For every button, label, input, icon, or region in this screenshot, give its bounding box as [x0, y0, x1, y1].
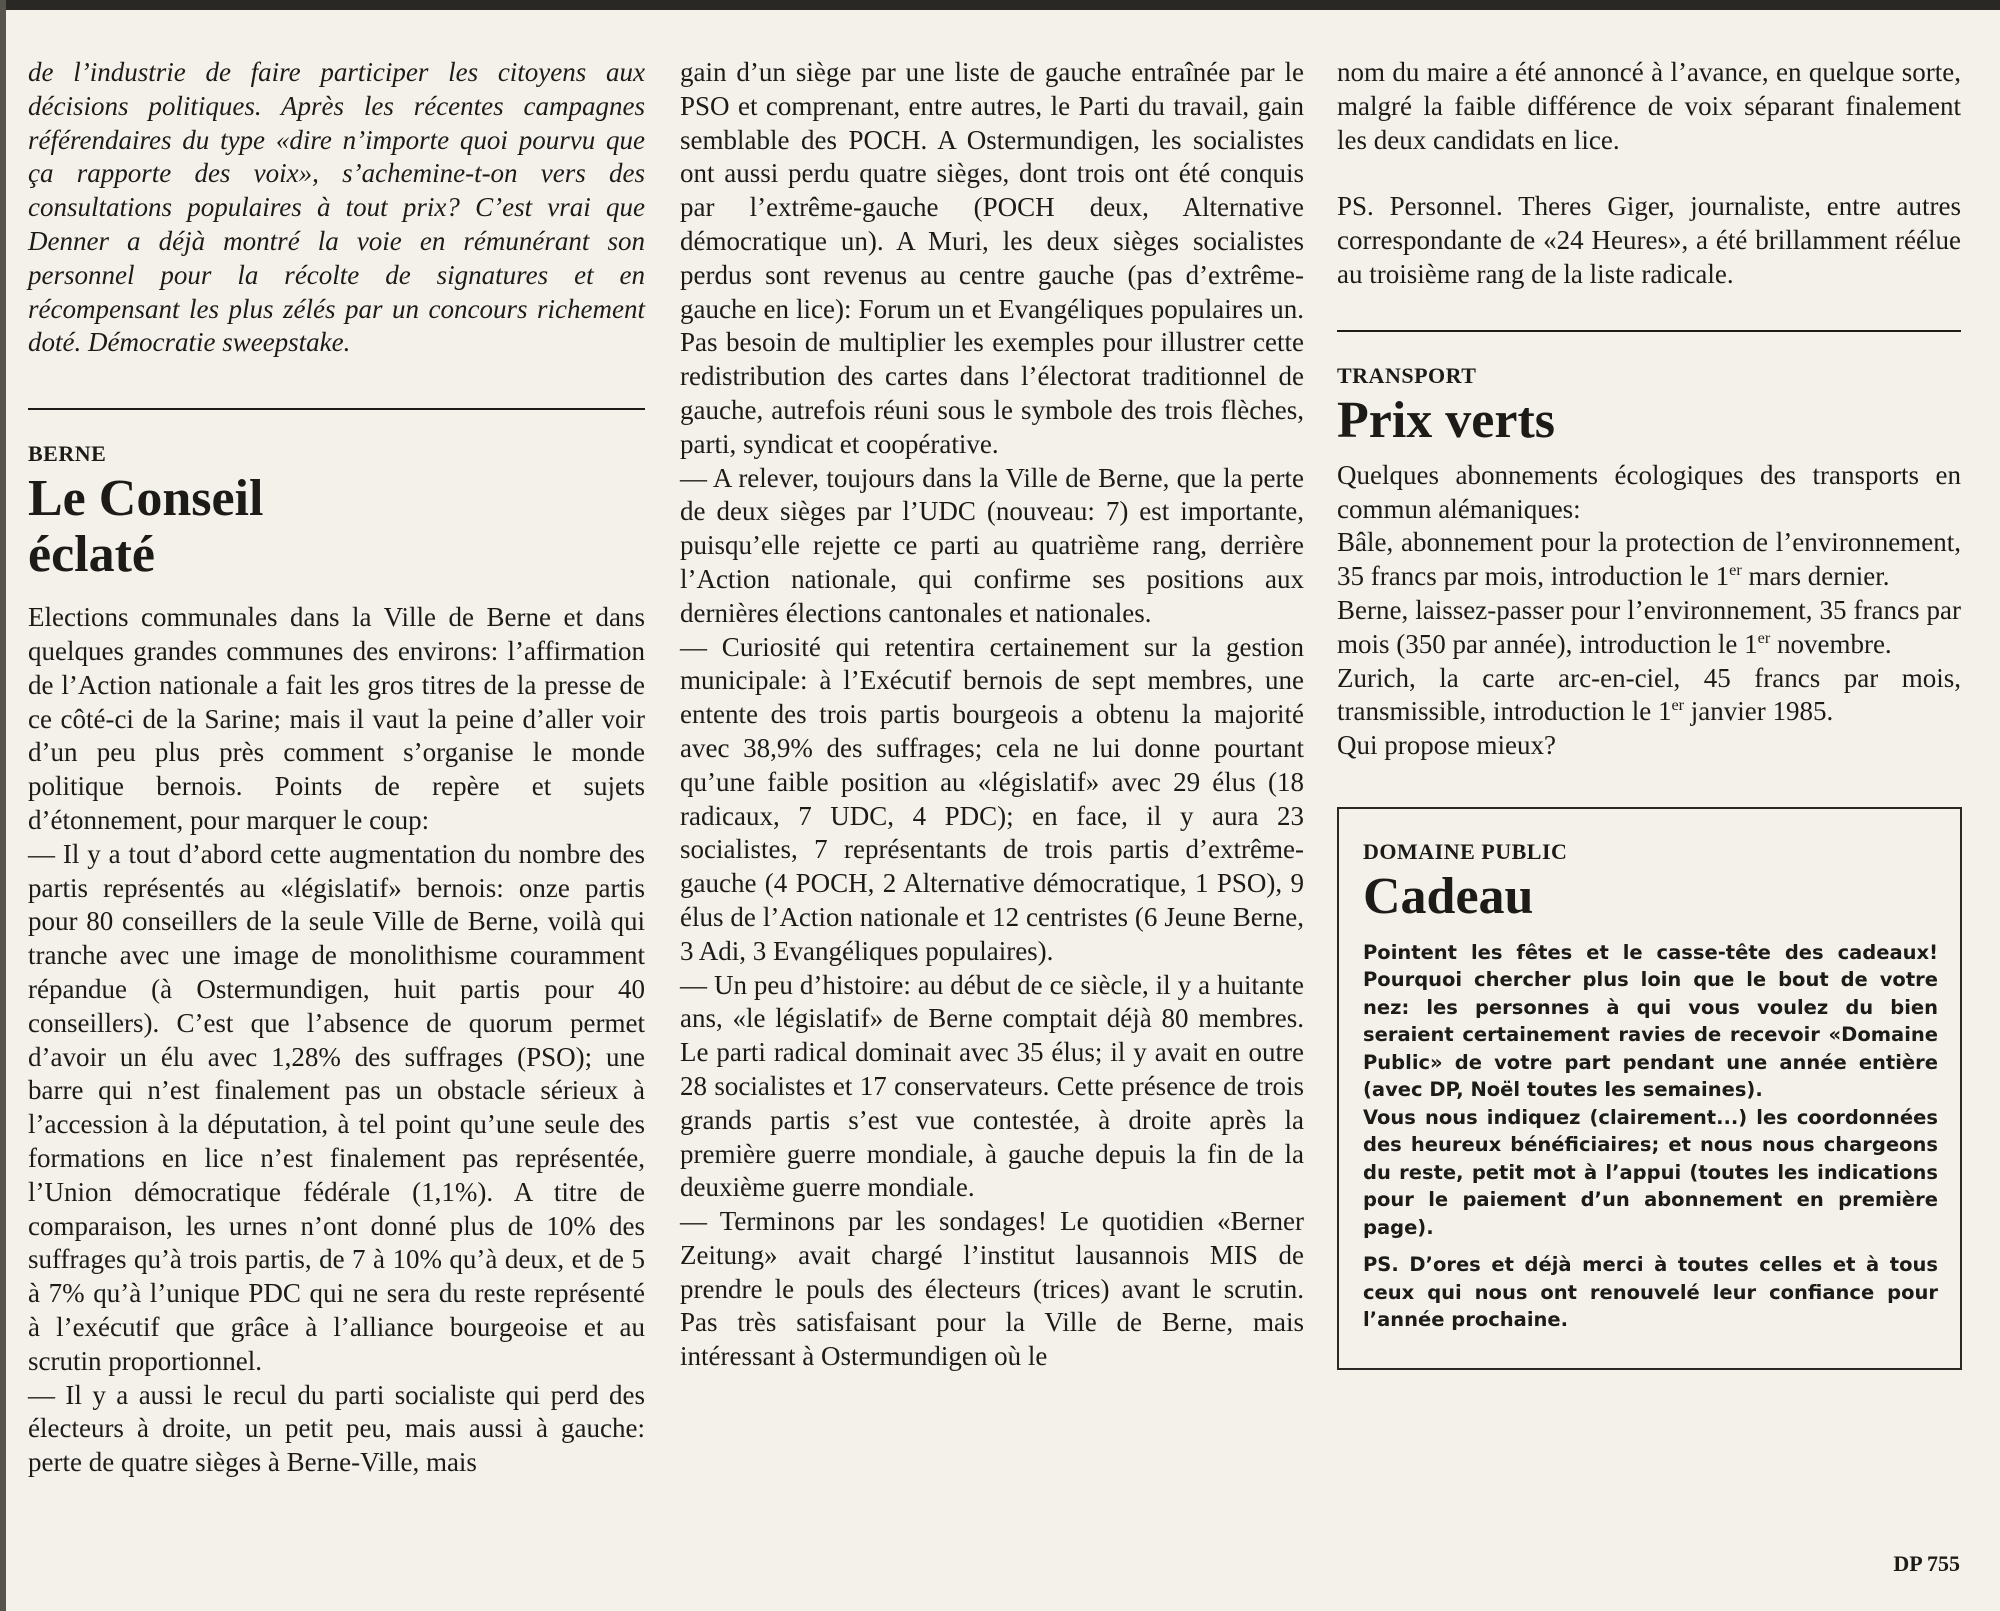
ps-personnel: PS. Personnel. Theres Giger, journaliste, entre autres correspondante de «24 Heures», a été brillamment réélue au troisième rang de la liste radicale. — [1337, 191, 1961, 289]
column-2 — [680, 56, 1304, 1374]
domaine-public-box — [1337, 807, 1962, 1370]
section-divider — [1337, 330, 1961, 332]
section-divider — [28, 408, 645, 410]
article-paragraph: — Un peu d’histoire: au début de ce siècle, il y a huitante ans, «le législatif» de Berne comptait déjà 80 membres. Le parti radical dominait avec 35 élus; il y avait en outre 28 socialistes et 17 conservateurs. Cette présence de trois grands partis s’est vue contestée, à droite après la première guerre mondiale, à gauche depuis la fin de la deuxième guerre mondiale. — [680, 969, 1304, 1203]
article-headline-berne — [28, 471, 645, 583]
page-gutter-edge — [0, 0, 6, 1611]
box-paragraph: Pointent les fêtes et le casse-tête des cadeaux! Pourquoi chercher plus loin que le bout de votre nez: les personnes à qui vous voulez du bien seraient certainement ravies de recevoir «Domaine Public» de votre part pendant une année entière (avec DP, Noël toutes les semaines). — [1363, 940, 1938, 1102]
column-1 — [28, 56, 645, 1480]
transport-item-zurich: Zurich, la carte arc-en-ciel, 45 francs par mois, transmissible, introduction le 1er janvier 1985. — [1337, 662, 1961, 727]
top-border — [0, 0, 2000, 10]
page-number: DP 755 — [1893, 1551, 1960, 1576]
article-continuation: nom du maire a été annoncé à l’avance, en quelque sorte, malgré la faible différence de voix séparant finalement les deux candidats en lice. — [1337, 57, 1961, 155]
box-headline: Cadeau — [1363, 867, 1534, 925]
headline-line-2: éclaté — [28, 526, 156, 584]
article-paragraph: gain d’un siège par une liste de gauche entraînée par le PSO et comprenant, entre autres, le Parti du travail, gain semblable des POCH. A Ostermundigen, les socialistes ont aussi perdu quatre sièges, dont trois ont été conquis par l’extrême-gauche (POCH deux, Alternative démocratique un). A Muri, les deux sièges socialistes perdus sont revenus au centre gauche (pas d’extrême-gauche en lice): Forum un et Evangéliques populaires un. Pas besoin de multiplier les exemples pour illustrer cette redistribution des cartes dans l’électorat traditionnel de gauche, autrefois réuni sous le symbole des trois flèches, parti, syndicat et coopérative. — [680, 57, 1304, 459]
transport-closing: Qui propose mieux? — [1337, 730, 1556, 761]
box-kicker: DOMAINE PUBLIC — [1363, 838, 1568, 864]
headline-line-1: Le Conseil — [28, 470, 264, 528]
transport-intro: Quelques abonnements écologiques des transports en commun alémaniques: — [1337, 459, 1961, 524]
article-headline-transport: Prix verts — [1337, 391, 1556, 449]
article-paragraph: — A relever, toujours dans la Ville de Berne, que la perte de deux sièges par l’UDC (nouveau: 7) est importante, puisqu’elle rejette ce parti au quatrième rang, derrière l’Action nationale, qui confirme ses positions aux dernières élections cantonales et nationales. — [680, 462, 1304, 628]
box-paragraph: Vous nous indiquez (clairement...) les coordonnées des heureux bénéficiaires; et nous nous chargeons du reste, petit mot à l’appui (toutes les indications pour le paiement d’un abonnement en première page). — [1363, 1105, 1938, 1239]
article-paragraph: — Il y a aussi le recul du parti socialiste qui perd des électeurs à droite, un petit peu, mais aussi à gauche: perte de quatre sièges à Berne-Ville, mais — [28, 1379, 645, 1478]
article-paragraph: — Curiosité qui retentira certainement sur la gestion municipale: à l’Exécutif bernois de sept membres, une entente des trois partis bourgeois a obtenu la majorité avec 38,9% des suffrages; cela ne lui donne pourtant qu’une faible position au «législatif» avec 29 élus (18 radicaux, 7 UDC, 4 PDC); en face, il y aura 23 socialistes, 7 représentants de trois partis d’extrême-gauche (4 POCH, 2 Alternative démocratique, 1 PSO), 9 élus de l’Action nationale et 12 centristes (6 Jeune Berne, 3 Adi, 3 Evangéliques populaires). — [680, 631, 1304, 966]
article-paragraph: — Il y a tout d’abord cette augmentation du nombre des partis représentés au «législatif» bernois: onze partis pour 80 conseillers de la seule Ville de Berne, voilà qui tranche avec une image de monolithisme couramment répandue (à Ostermundigen, huit partis pour 40 conseillers). C’est que l’absence de quorum permet d’avoir un élu avec 1,28% des suffrages (PSO); une barre qui n’est finalement pas un obstacle sérieux à l’accession à la députation, à tel point qu’une seule des formations en lice n’est finalement pas représentée, l’Union démocratique fédérale (1,1%). A titre de comparaison, les urnes n’ont donné plus de 10% des suffrages qu’à trois partis, de 7 à 10% qu’à deux, et de 5 à 7% qu’à l’unique PDC qui ne sera du reste représenté à l’exécutif que grâce à l’alliance bourgeoise et au scrutin proportionnel. — [28, 838, 645, 1376]
article-kicker-transport: TRANSPORT — [1337, 362, 1477, 388]
article-paragraph: — Terminons par les sondages! Le quotidien «Berner Zeitung» avait chargé l’institut lausannois MIS de prendre le pouls des électeurs (trices) avant le scrutin. Pas très satisfaisant pour la Ville de Berne, mais intéressant à Ostermundigen où le — [680, 1206, 1304, 1372]
transport-item-bale: Bâle, abonnement pour la protection de l’environnement, 35 francs par mois, introduction le 1er mars dernier. — [1337, 527, 1961, 592]
article-paragraph: Elections communales dans la Ville de Berne et dans quelques grandes communes des environs: l’affirmation de l’Action nationale a fait les gros titres de la presse de ce côté-ci de la Sarine; mais il vaut la peine d’aller voir d’un peu plus près comment s’organise le monde politique bernois. Points de repère et sujets d’étonnement, pour marquer le coup: — [28, 602, 645, 835]
previous-article-ending — [28, 56, 645, 360]
intro-paragraph: de l’industrie de faire participer les citoyens aux décisions politiques. Après les récentes campagnes référendaires du type «dire n’importe quoi pourvu que ça rapporte des voix», s’achemine-t-on vers des consultations populaires à tout prix? C’est vrai que Denner a déjà montré la voie en rémunérant son personnel pour la récolte de signatures et en récompensant les plus zélés par un concours richement doté. Démocratie sweepstake. — [28, 57, 645, 358]
box-paragraph: PS. D’ores et déjà merci à toutes celles et à tous ceux qui nous ont renouvelé leur confiance pour l’année prochaine. — [1363, 1253, 1938, 1332]
article-kicker-berne: BERNE — [28, 441, 107, 467]
column-3 — [1337, 56, 1961, 1370]
transport-item-berne: Berne, laissez-passer pour l’environnement, 35 francs par mois (350 par année), introduction le 1er novembre. — [1337, 594, 1961, 659]
